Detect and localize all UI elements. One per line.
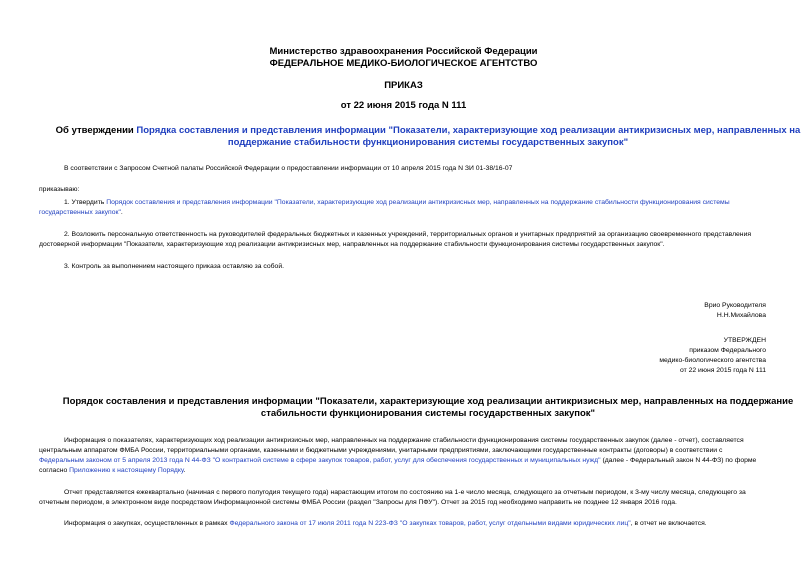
approval-line-3: медико-биологического агентства: [659, 357, 766, 364]
procedure-title: Порядок составления и представления информации "Показатели, характеризующие ход реализации антикризисных мер, направленных на поддержание стабильности функционирования системы государственных закупок": [62, 396, 794, 419]
order-item-1-link[interactable]: Порядок составления и представления информации "Показатели, характеризующие ход реализации антикризисных мер, направленных на поддержание стабильности функционирования системы государственных закупок": [39, 199, 730, 216]
signature-name: Н.Н.Михайлова: [716, 312, 766, 319]
approval-line-2: приказом Федерального: [689, 347, 766, 354]
body-paragraph-1: [39, 436, 769, 476]
body-p1-text-b: (далее - Федеральный закон N 44-ФЗ) по форме согласно: [39, 457, 757, 474]
body-p1-text-c: .: [183, 467, 186, 474]
order-item-1-prefix: 1. Утвердить: [64, 199, 107, 206]
order-title: [48, 125, 807, 148]
orders-word: приказываю:: [39, 186, 80, 193]
preamble: В соответствии с Запросом Счетной палаты Российской Федерации о предоставлении информации от 10 апреля 2015 года N ЗИ 01-38/16-07: [64, 165, 513, 172]
document-type: ПРИКАЗ: [384, 80, 423, 91]
order-item-1-suffix: .: [120, 209, 123, 216]
federal-law-44-link[interactable]: Федеральным законом от 5 апреля 2013 года N 44-ФЗ "О контрактной системе в сфере закупок товаров, работ, услуг для обеспечения государственных и муниципальных нужд": [39, 457, 601, 464]
order-item-3: 3. Контроль за выполнением настоящего приказа оставляю за собой.: [64, 263, 285, 270]
appendix-link[interactable]: Приложению к настоящему Порядку: [69, 467, 184, 474]
order-title-link[interactable]: Порядка составления и представления информации "Показатели, характеризующие ход реализации антикризисных мер, направленных на поддержание стабильности функционирования системы государственных закупок": [136, 125, 801, 148]
approval-line-1: УТВЕРЖДЕН: [723, 337, 766, 344]
order-item-1: [39, 198, 769, 218]
order-item-2: 2. Возложить персональную ответственность на руководителей федеральных бюджетных и казенных учреждений, территориальных органов и унитарных предприятий за организацию своевременного представления достоверной информации "Показатели, характеризующие ход реализации антикризисных мер, направленных на поддержание стабильности функционирования системы государственных закупок".: [39, 231, 752, 248]
federal-law-223-link[interactable]: Федерального закона от 17 июля 2011 года N 223-ФЗ "О закупках товаров, работ, услуг отдельными видами юридических лиц": [229, 520, 631, 527]
order-title-prefix: Об утверждении: [55, 125, 137, 136]
body-paragraph-2: Отчет представляется ежеквартально (начиная с первого полугодия текущего года) нарастающим итогом по состоянию на 1-е число месяца, следующего за отчетным периодом, к 3-му числу месяца, следующего за отчетным периодом, в электронном виде посредством Информационной системы ФМБА России (раздел "Запросы для ПФУ"). Отчет за 2015 год необходимо направить не позднее 12 января 2016 года.: [39, 489, 746, 506]
body-p3-text-a: Информация о закупках, осуществленных в рамках: [64, 520, 230, 527]
signature-position: Врио Руководителя: [704, 302, 766, 309]
order-date-number: от 22 июня 2015 года N 111: [340, 100, 467, 111]
body-p3-text-b: , в отчет не включается.: [630, 520, 707, 527]
approval-line-4: от 22 июня 2015 года N 111: [679, 367, 766, 374]
body-p1-text-a: Информация о показателях, характеризующих ход реализации антикризисных мер, направленных на поддержание стабильности функционирования системы государственных закупок (далее - отчет), составляется центральным аппаратом ФМБА России, территориальными органами, казенными и бюджетными учреждениями, унитарными предприятиями, заключающими государственные контракты (договоры) в соответствии с: [39, 437, 744, 454]
agency-name: ФЕДЕРАЛЬНОЕ МЕДИКО-БИОЛОГИЧЕСКОЕ АГЕНТСТВО: [269, 58, 538, 69]
body-paragraph-3: [39, 519, 769, 529]
ministry-name: Министерство здравоохранения Российской Федерации: [269, 46, 538, 57]
